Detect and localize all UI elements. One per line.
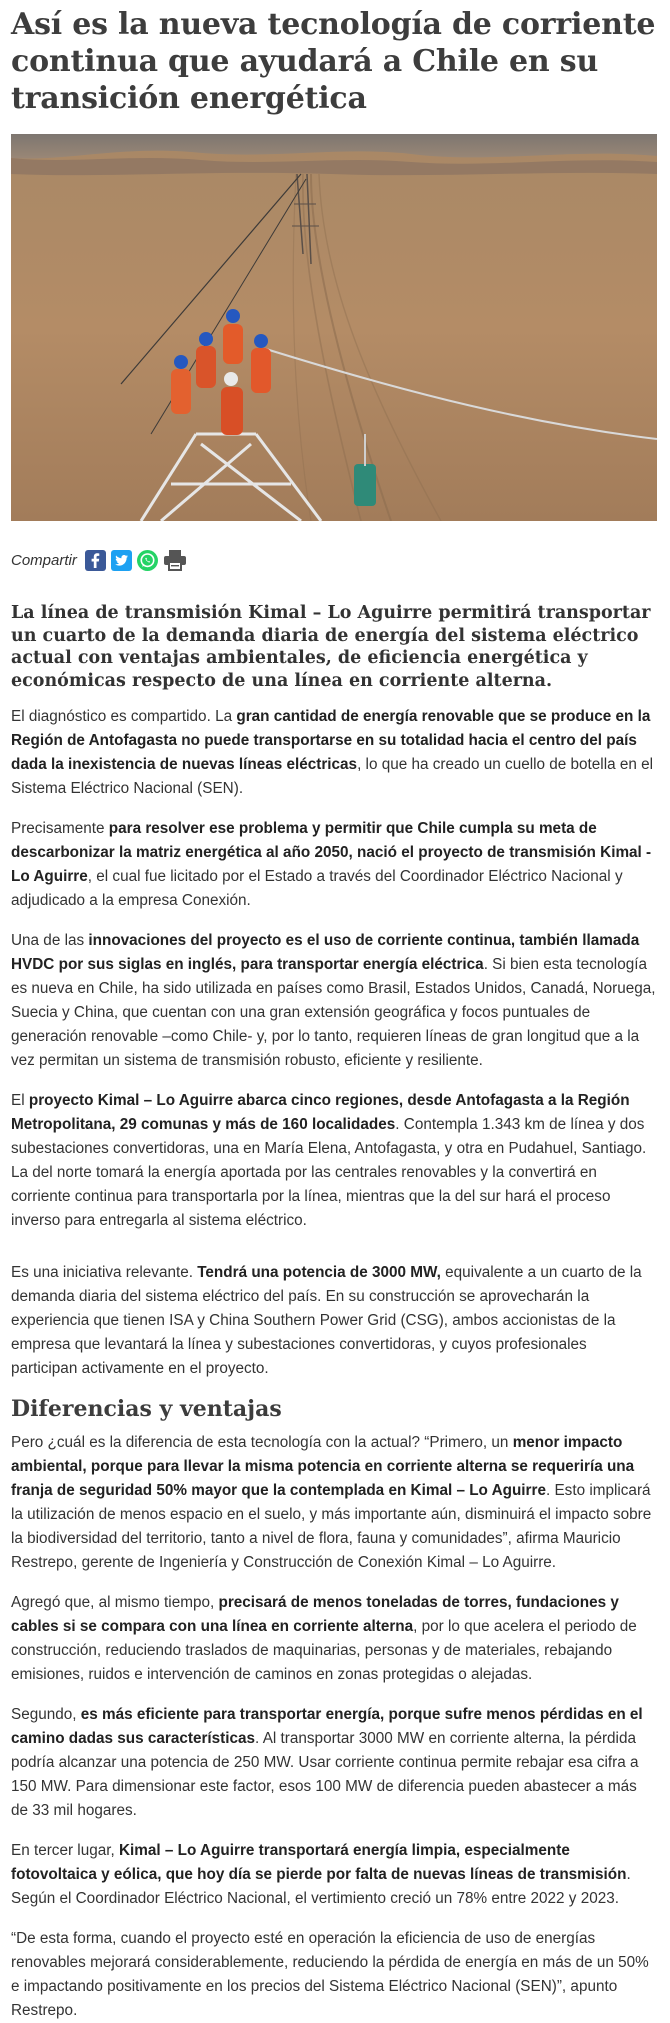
whatsapp-share-button[interactable]	[137, 550, 158, 571]
paragraph-4: El proyecto Kimal – Lo Aguirre abarca cinco regiones, desde Antofagasta a la Región Metropolitana, 29 comunas y más de 160 localidades. Contempla 1.343 km de línea y dos subestaciones convertidoras, una en María Elena, Antofagasta, y otra en Pudahuel, Santiago. La del norte tomará la energía aportada por las centrales renovables y la convertirá en corriente continua para transportarla por la línea, mientras que la del sur hará el proceso inverso para entregarla al sistema eléctrico.	[11, 1092, 647, 1229]
hero-image	[11, 134, 657, 521]
paragraph-3: Una de las innovaciones del proyecto es el uso de corriente continua, también llamada HVDC por sus siglas en inglés, para transportar energía eléctrica. Si bien esta tecnología es nueva en Chile, ha sido utilizada en países como Brasil, Estados Unidos, Canadá, Noruega, Suecia y China, que cuentan con una gran extensión geográfica y focos puntuales de generación renovable –como Chile- y, por lo tanto, requieren líneas de gran longitud que a la vez permitan un sistema de transmisión robusto, eficiente y resiliente.	[11, 932, 656, 1069]
share-label: Compartir	[11, 551, 77, 569]
paragraph-1: El diagnóstico es compartido. La gran cantidad de energía renovable que se produce en la Región de Antofagasta no puede transportarse en su totalidad hacia el centro del país dada la inexistencia de nuevas líneas eléctricas, lo que ha creado un cuello de botella en el Sistema Eléctrico Nacional (SEN).	[11, 708, 654, 797]
article-lead: La línea de transmisión Kimal – Lo Aguirre permitirá transportar un cuarto de la demanda diaria de energía del sistema eléctrico actual con ventajas ambientales, de eficiencia energética y económicas respecto de una línea en corriente alterna.	[11, 603, 651, 691]
twitter-share-button[interactable]	[111, 550, 132, 571]
article	[11, 0, 657, 2023]
paragraph-9: En tercer lugar, Kimal – Lo Aguirre transportará energía limpia, especialmente fotovoltaica y eólica, que hoy día se pierde por falta de nuevas líneas de transmisión. Según el Coordinador Eléctrico Nacional, el vertimiento creció un 78% entre 2022 y 2023.	[11, 1842, 631, 1907]
share-bar	[11, 548, 657, 572]
article-title: Así es la nueva tecnología de corriente continua que ayudará a Chile en su transición energética	[11, 7, 656, 116]
facebook-icon	[85, 550, 106, 571]
print-button[interactable]	[163, 550, 187, 571]
paragraph-6: Pero ¿cuál es la diferencia de esta tecnología con la actual? “Primero, un menor impacto ambiental, porque para llevar la misma potencia en corriente alterna se requeriría una franja de seguridad 50% mayor que la contemplada en Kimal – Lo Aguirre. Esto implicará la utilización de menos espacio en el suelo, y más importante aún, disminuirá el impacto sobre la biodiversidad del territorio, tanto a nivel de flora, fauna y comunidades”, afirma Mauricio Restrepo, gerente de Ingeniería y Construcción de Conexión Kimal – Lo Aguirre.	[11, 1434, 652, 1571]
section-heading: Diferencias y ventajas	[11, 1396, 282, 1422]
twitter-icon	[111, 550, 132, 571]
facebook-share-button[interactable]	[85, 550, 106, 571]
paragraph-8: Segundo, es más eficiente para transportar energía, porque sufre menos pérdidas en el camino dadas sus características. Al transportar 3000 MW en corriente alterna, la pérdida podría alcanzar una potencia de 250 MW. Usar corriente continua permite rebajar esa cifra a 150 MW. Para dimensionar este factor, esos 100 MW de diferencia pueden abastecer a más de 33 mil hogares.	[11, 1706, 643, 1819]
paragraph-10: “De esta forma, cuando el proyecto esté en operación la eficiencia de uso de energías renovables mejorará considerablemente, reduciendo la pérdida de energía en más de un 50% e impactando positivamente en los precios del Sistema Eléctrico Nacional (SEN)”, apunto Restrepo.	[11, 1930, 649, 2019]
paragraph-2: Precisamente para resolver ese problema y permitir que Chile cumpla su meta de descarbonizar la matriz energética al año 2050, nació el proyecto de transmisión Kimal - Lo Aguirre, el cual fue licitado por el Estado a través del Coordinador Eléctrico Nacional y adjudicado a la empresa Conexión.	[11, 820, 652, 909]
paragraph-7: Agregó que, al mismo tiempo, precisará de menos toneladas de torres, fundaciones y cables si se compara con una línea en corriente alterna, por lo que acelera el periodo de construcción, reduciendo traslados de maquinarias, personas y de materiales, rebajando emisiones, ruidos e intervención de caminos en zonas protegidas o alejadas.	[11, 1594, 637, 1683]
print-icon	[163, 549, 187, 571]
paragraph-5: Es una iniciativa relevante. Tendrá una potencia de 3000 MW, equivalente a un cuarto de la demanda diaria del sistema eléctrico del país. En su construcción se aprovecharán la experiencia que tienen ISA y China Southern Power Grid (CSG), ambos accionistas de la empresa que levantará la línea y subestaciones convertidoras, y cuyos profesionales participan activamente en el proyecto.	[11, 1264, 642, 1377]
whatsapp-icon	[137, 550, 158, 571]
